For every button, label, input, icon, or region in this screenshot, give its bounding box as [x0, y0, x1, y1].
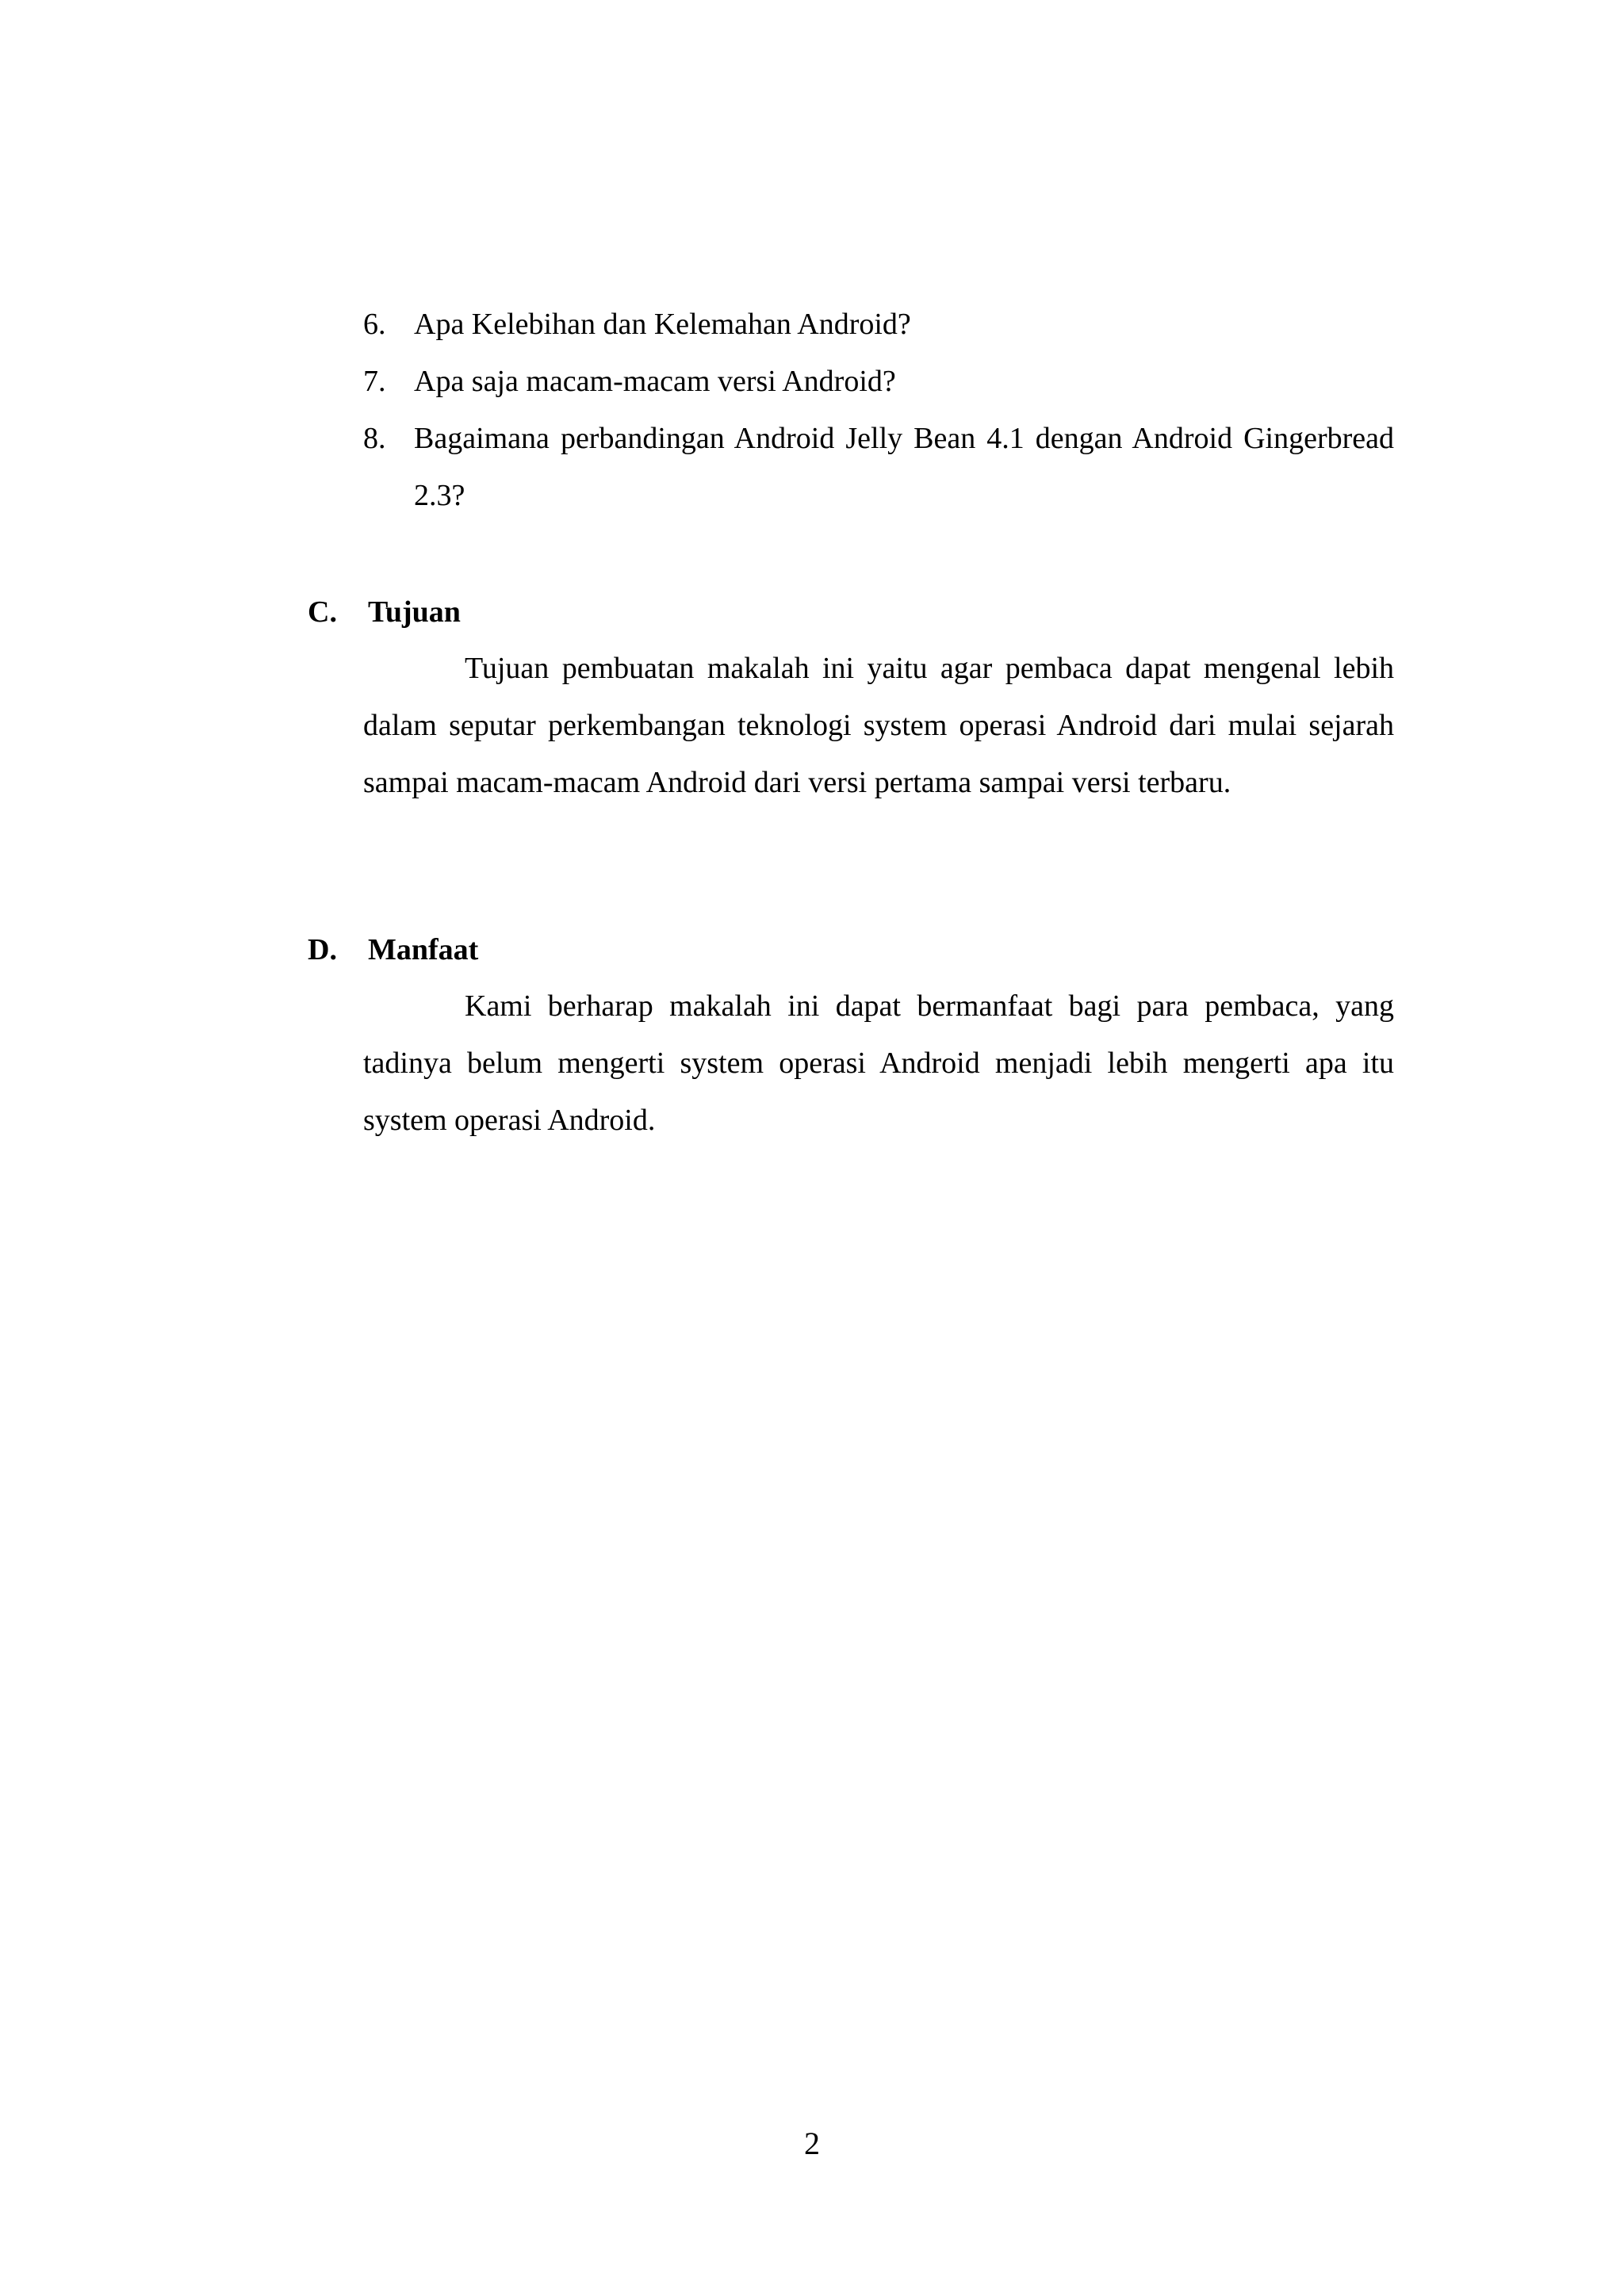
- manfaat-paragraph: Kami berharap makalah ini dapat bermanfaat bagi para pembaca, yang tadinya belum mengerti system operasi Android menjadi lebih mengerti apa itu system operasi Android.: [363, 989, 1394, 1137]
- list-text: Apa Kelebihan dan Kelemahan Android?: [414, 308, 911, 341]
- list-text: Bagaimana perbandingan Android Jelly Bean 4.1 dengan Android Gingerbread 2.3?: [414, 422, 1394, 512]
- section-title: Manfaat: [368, 933, 479, 966]
- section-letter: C.: [308, 595, 337, 629]
- section-letter: D.: [308, 933, 337, 966]
- list-number: 7.: [363, 365, 386, 398]
- list-text: Apa saja macam-macam versi Android?: [414, 365, 896, 398]
- list-number: 8.: [363, 422, 386, 455]
- tujuan-paragraph: Tujuan pembuatan makalah ini yaitu agar pembaca dapat mengenal lebih dalam seputar perkembangan teknologi system operasi Android dari mulai sejarah sampai macam-macam Android dari versi pertama sampai versi terbaru.: [363, 652, 1394, 799]
- section-title: Tujuan: [368, 595, 461, 629]
- page-number: 2: [804, 2126, 820, 2161]
- list-number: 6.: [363, 308, 386, 341]
